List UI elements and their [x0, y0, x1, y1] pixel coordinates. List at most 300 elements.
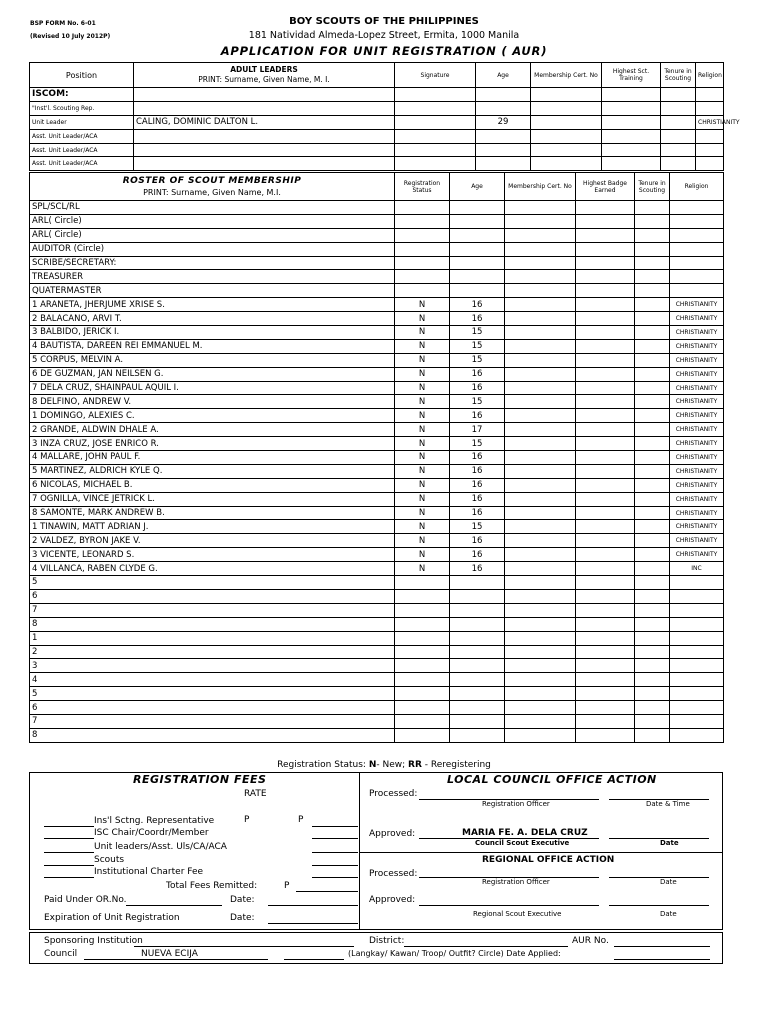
member-age[interactable] — [450, 603, 505, 617]
member-status[interactable]: N — [395, 506, 450, 520]
member-name[interactable]: 3 INZA CRUZ, JOSE ENRICO R. — [30, 437, 395, 451]
member-religion[interactable] — [670, 256, 724, 270]
member-cert[interactable] — [505, 270, 576, 284]
member-status[interactable] — [395, 228, 450, 242]
member-badge[interactable] — [576, 492, 635, 506]
member-badge[interactable] — [576, 506, 635, 520]
adult-training[interactable] — [602, 88, 661, 102]
sponsoring-line[interactable] — [134, 946, 354, 947]
adult-tenure[interactable] — [661, 129, 696, 143]
member-cert[interactable] — [505, 714, 576, 728]
member-badge[interactable] — [576, 687, 635, 701]
member-religion[interactable] — [670, 242, 724, 256]
adult-signature[interactable] — [395, 143, 476, 157]
member-age[interactable] — [450, 687, 505, 701]
member-name[interactable]: 6 — [30, 701, 395, 715]
fee-amount-line[interactable] — [312, 865, 358, 866]
member-name[interactable]: 8 — [30, 617, 395, 631]
member-name[interactable]: SCRIBE/SECRETARY: — [30, 256, 395, 270]
member-name[interactable]: 1 DOMINGO, ALEXIES C. — [30, 409, 395, 423]
member-status[interactable] — [395, 728, 450, 742]
member-religion[interactable] — [670, 673, 724, 687]
member-badge[interactable] — [576, 728, 635, 742]
member-cert[interactable] — [505, 381, 576, 395]
member-name[interactable]: 8 SAMONTE, MARK ANDREW B. — [30, 506, 395, 520]
member-cert[interactable] — [505, 645, 576, 659]
adult-cert[interactable] — [531, 143, 602, 157]
fee-amount-line[interactable] — [312, 852, 358, 853]
member-religion[interactable]: INC — [670, 562, 724, 576]
member-age[interactable] — [450, 284, 505, 298]
member-tenure[interactable] — [635, 617, 670, 631]
member-cert[interactable] — [505, 548, 576, 562]
adult-religion[interactable] — [696, 88, 724, 102]
member-tenure[interactable] — [635, 409, 670, 423]
adult-religion[interactable] — [696, 129, 724, 143]
member-age[interactable] — [450, 242, 505, 256]
fee-qty-line[interactable] — [44, 838, 94, 839]
member-name[interactable]: 7 — [30, 714, 395, 728]
member-religion[interactable]: CHRISTIANITY — [670, 464, 724, 478]
district-line[interactable] — [404, 946, 568, 947]
member-age[interactable] — [450, 270, 505, 284]
member-tenure[interactable] — [635, 298, 670, 312]
local-approved-date-line[interactable] — [609, 838, 709, 839]
member-tenure[interactable] — [635, 214, 670, 228]
member-badge[interactable] — [576, 548, 635, 562]
member-religion[interactable]: CHRISTIANITY — [670, 409, 724, 423]
adult-training[interactable] — [602, 101, 661, 115]
member-religion[interactable]: CHRISTIANITY — [670, 381, 724, 395]
member-cert[interactable] — [505, 728, 576, 742]
member-age[interactable] — [450, 256, 505, 270]
member-status[interactable] — [395, 673, 450, 687]
member-cert[interactable] — [505, 492, 576, 506]
member-age[interactable]: 16 — [450, 451, 505, 465]
member-name[interactable]: 2 VALDEZ, BYRON JAKE V. — [30, 534, 395, 548]
member-badge[interactable] — [576, 631, 635, 645]
member-cert[interactable] — [505, 534, 576, 548]
adult-training[interactable] — [602, 143, 661, 157]
member-age[interactable]: 16 — [450, 312, 505, 326]
member-name[interactable]: 5 — [30, 576, 395, 590]
adult-cert[interactable] — [531, 115, 602, 129]
member-badge[interactable] — [576, 659, 635, 673]
fee-amount-line[interactable] — [312, 877, 358, 878]
member-tenure[interactable] — [635, 714, 670, 728]
member-religion[interactable] — [670, 228, 724, 242]
member-name[interactable]: 8 DELFINO, ANDREW V. — [30, 395, 395, 409]
member-tenure[interactable] — [635, 589, 670, 603]
member-name[interactable]: 6 DE GUZMAN, JAN NEILSEN G. — [30, 367, 395, 381]
member-religion[interactable] — [670, 214, 724, 228]
member-religion[interactable] — [670, 631, 724, 645]
member-name[interactable]: 5 CORPUS, MELVIN A. — [30, 353, 395, 367]
member-status[interactable]: N — [395, 520, 450, 534]
member-badge[interactable] — [576, 284, 635, 298]
member-tenure[interactable] — [635, 201, 670, 215]
member-badge[interactable] — [576, 617, 635, 631]
member-age[interactable] — [450, 214, 505, 228]
member-age[interactable]: 16 — [450, 478, 505, 492]
member-badge[interactable] — [576, 228, 635, 242]
member-badge[interactable] — [576, 353, 635, 367]
member-name[interactable]: 4 VILLANCA, RABEN CLYDE G. — [30, 562, 395, 576]
member-cert[interactable] — [505, 631, 576, 645]
member-badge[interactable] — [576, 242, 635, 256]
member-status[interactable] — [395, 589, 450, 603]
member-name[interactable]: 2 — [30, 645, 395, 659]
member-status[interactable] — [395, 617, 450, 631]
member-tenure[interactable] — [635, 534, 670, 548]
member-status[interactable]: N — [395, 339, 450, 353]
member-name[interactable]: AUDITOR (Circle) — [30, 242, 395, 256]
member-religion[interactable] — [670, 270, 724, 284]
member-name[interactable]: 7 — [30, 603, 395, 617]
member-tenure[interactable] — [635, 506, 670, 520]
member-badge[interactable] — [576, 520, 635, 534]
member-name[interactable]: TREASURER — [30, 270, 395, 284]
member-age[interactable]: 16 — [450, 367, 505, 381]
member-religion[interactable]: CHRISTIANITY — [670, 520, 724, 534]
member-status[interactable] — [395, 270, 450, 284]
member-tenure[interactable] — [635, 464, 670, 478]
member-tenure[interactable] — [635, 228, 670, 242]
member-tenure[interactable] — [635, 423, 670, 437]
member-cert[interactable] — [505, 201, 576, 215]
member-age[interactable] — [450, 645, 505, 659]
member-status[interactable]: N — [395, 367, 450, 381]
member-age[interactable] — [450, 631, 505, 645]
unit-type-line[interactable] — [284, 959, 344, 960]
fee-amount-line[interactable] — [312, 838, 358, 839]
member-religion[interactable] — [670, 589, 724, 603]
adult-cert[interactable] — [531, 129, 602, 143]
member-cert[interactable] — [505, 464, 576, 478]
member-age[interactable]: 16 — [450, 381, 505, 395]
council-line[interactable] — [84, 959, 268, 960]
member-tenure[interactable] — [635, 451, 670, 465]
fee-qty-line[interactable] — [44, 826, 94, 827]
member-age[interactable]: 15 — [450, 437, 505, 451]
member-cert[interactable] — [505, 339, 576, 353]
member-tenure[interactable] — [635, 326, 670, 340]
member-badge[interactable] — [576, 367, 635, 381]
adult-religion[interactable] — [696, 101, 724, 115]
member-cert[interactable] — [505, 367, 576, 381]
member-tenure[interactable] — [635, 659, 670, 673]
member-religion[interactable]: CHRISTIANITY — [670, 534, 724, 548]
member-age[interactable]: 15 — [450, 395, 505, 409]
member-badge[interactable] — [576, 256, 635, 270]
member-age[interactable]: 16 — [450, 548, 505, 562]
member-age[interactable]: 16 — [450, 298, 505, 312]
adult-tenure[interactable] — [661, 157, 696, 171]
member-status[interactable]: N — [395, 381, 450, 395]
adult-name[interactable] — [134, 157, 395, 171]
member-religion[interactable] — [670, 659, 724, 673]
member-cert[interactable] — [505, 506, 576, 520]
adult-cert[interactable] — [531, 88, 602, 102]
member-name[interactable]: ARL( Circle) — [30, 228, 395, 242]
adult-name[interactable] — [134, 88, 395, 102]
member-name[interactable]: 3 VICENTE, LEONARD S. — [30, 548, 395, 562]
member-religion[interactable]: CHRISTIANITY — [670, 548, 724, 562]
member-religion[interactable] — [670, 645, 724, 659]
member-status[interactable] — [395, 201, 450, 215]
member-tenure[interactable] — [635, 701, 670, 715]
member-status[interactable]: N — [395, 312, 450, 326]
member-cert[interactable] — [505, 228, 576, 242]
member-age[interactable] — [450, 659, 505, 673]
member-cert[interactable] — [505, 659, 576, 673]
member-status[interactable]: N — [395, 395, 450, 409]
member-name[interactable]: 2 GRANDE, ALDWIN DHALE A. — [30, 423, 395, 437]
regional-approved-line[interactable] — [419, 905, 599, 906]
member-age[interactable]: 16 — [450, 562, 505, 576]
member-cert[interactable] — [505, 256, 576, 270]
member-age[interactable] — [450, 673, 505, 687]
member-name[interactable]: ARL( Circle) — [30, 214, 395, 228]
member-religion[interactable] — [670, 201, 724, 215]
member-status[interactable]: N — [395, 423, 450, 437]
member-badge[interactable] — [576, 673, 635, 687]
member-name[interactable]: 6 NICOLAS, MICHAEL B. — [30, 478, 395, 492]
member-cert[interactable] — [505, 589, 576, 603]
member-name[interactable]: 1 TINAWIN, MATT ADRIAN J. — [30, 520, 395, 534]
member-religion[interactable]: CHRISTIANITY — [670, 312, 724, 326]
member-status[interactable]: N — [395, 409, 450, 423]
member-age[interactable] — [450, 201, 505, 215]
regional-approved-date-line[interactable] — [609, 905, 709, 906]
member-status[interactable] — [395, 576, 450, 590]
member-cert[interactable] — [505, 520, 576, 534]
member-status[interactable]: N — [395, 464, 450, 478]
member-cert[interactable] — [505, 617, 576, 631]
member-status[interactable] — [395, 631, 450, 645]
member-cert[interactable] — [505, 562, 576, 576]
member-badge[interactable] — [576, 298, 635, 312]
member-name[interactable]: 5 MARTINEZ, ALDRICH KYLE Q. — [30, 464, 395, 478]
member-status[interactable] — [395, 714, 450, 728]
member-status[interactable]: N — [395, 492, 450, 506]
member-cert[interactable] — [505, 423, 576, 437]
member-cert[interactable] — [505, 326, 576, 340]
member-religion[interactable] — [670, 603, 724, 617]
member-religion[interactable]: CHRISTIANITY — [670, 506, 724, 520]
member-name[interactable]: 1 — [30, 631, 395, 645]
member-age[interactable]: 17 — [450, 423, 505, 437]
member-religion[interactable]: CHRISTIANITY — [670, 353, 724, 367]
member-badge[interactable] — [576, 201, 635, 215]
member-tenure[interactable] — [635, 631, 670, 645]
member-cert[interactable] — [505, 395, 576, 409]
adult-signature[interactable] — [395, 115, 476, 129]
member-tenure[interactable] — [635, 562, 670, 576]
member-cert[interactable] — [505, 673, 576, 687]
adult-signature[interactable] — [395, 129, 476, 143]
member-badge[interactable] — [576, 576, 635, 590]
member-status[interactable]: N — [395, 326, 450, 340]
fee-amount-line[interactable] — [312, 826, 358, 827]
member-religion[interactable] — [670, 576, 724, 590]
member-religion[interactable]: CHRISTIANITY — [670, 423, 724, 437]
date-applied-line[interactable] — [614, 959, 710, 960]
member-name[interactable]: 2 BALACANO, ARVI T. — [30, 312, 395, 326]
member-age[interactable] — [450, 714, 505, 728]
member-tenure[interactable] — [635, 353, 670, 367]
member-name[interactable]: 3 — [30, 659, 395, 673]
member-status[interactable]: N — [395, 534, 450, 548]
member-name[interactable]: 8 — [30, 728, 395, 742]
adult-tenure[interactable] — [661, 115, 696, 129]
member-age[interactable] — [450, 576, 505, 590]
member-status[interactable] — [395, 603, 450, 617]
member-cert[interactable] — [505, 687, 576, 701]
member-religion[interactable] — [670, 284, 724, 298]
adult-tenure[interactable] — [661, 101, 696, 115]
member-status[interactable]: N — [395, 353, 450, 367]
member-tenure[interactable] — [635, 548, 670, 562]
fee-qty-line[interactable] — [44, 852, 94, 853]
member-badge[interactable] — [576, 326, 635, 340]
member-badge[interactable] — [576, 562, 635, 576]
member-tenure[interactable] — [635, 437, 670, 451]
adult-tenure[interactable] — [661, 143, 696, 157]
member-age[interactable] — [450, 728, 505, 742]
member-tenure[interactable] — [635, 242, 670, 256]
regional-processed-date-line[interactable] — [609, 877, 709, 878]
member-name[interactable]: 1 ARANETA, JHERJUME XRISE S. — [30, 298, 395, 312]
member-religion[interactable] — [670, 617, 724, 631]
paid-date-line[interactable] — [268, 905, 358, 906]
member-religion[interactable] — [670, 701, 724, 715]
adult-name[interactable]: CALING, DOMINIC DALTON L. — [134, 115, 395, 129]
aur-line[interactable] — [614, 946, 710, 947]
member-status[interactable]: N — [395, 478, 450, 492]
member-badge[interactable] — [576, 534, 635, 548]
member-cert[interactable] — [505, 409, 576, 423]
member-religion[interactable]: CHRISTIANITY — [670, 367, 724, 381]
member-religion[interactable]: CHRISTIANITY — [670, 478, 724, 492]
member-cert[interactable] — [505, 603, 576, 617]
member-tenure[interactable] — [635, 270, 670, 284]
adult-training[interactable] — [602, 115, 661, 129]
member-age[interactable] — [450, 228, 505, 242]
member-tenure[interactable] — [635, 576, 670, 590]
member-cert[interactable] — [505, 242, 576, 256]
member-age[interactable] — [450, 701, 505, 715]
member-tenure[interactable] — [635, 381, 670, 395]
member-age[interactable]: 16 — [450, 464, 505, 478]
member-name[interactable]: 4 — [30, 673, 395, 687]
member-cert[interactable] — [505, 284, 576, 298]
member-status[interactable]: N — [395, 437, 450, 451]
adult-religion[interactable] — [696, 157, 724, 171]
member-name[interactable]: 7 DELA CRUZ, SHAINPAUL AQUIL I. — [30, 381, 395, 395]
member-badge[interactable] — [576, 714, 635, 728]
member-badge[interactable] — [576, 409, 635, 423]
member-age[interactable] — [450, 617, 505, 631]
adult-name[interactable] — [134, 143, 395, 157]
member-religion[interactable]: CHRISTIANITY — [670, 492, 724, 506]
member-age[interactable]: 15 — [450, 353, 505, 367]
adult-signature[interactable] — [395, 88, 476, 102]
adult-training[interactable] — [602, 129, 661, 143]
or-number-line[interactable] — [126, 905, 222, 906]
member-status[interactable]: N — [395, 451, 450, 465]
member-tenure[interactable] — [635, 728, 670, 742]
member-age[interactable]: 15 — [450, 520, 505, 534]
member-cert[interactable] — [505, 353, 576, 367]
member-tenure[interactable] — [635, 645, 670, 659]
member-age[interactable]: 16 — [450, 506, 505, 520]
member-religion[interactable]: CHRISTIANITY — [670, 326, 724, 340]
adult-age[interactable] — [476, 88, 531, 102]
member-name[interactable]: 3 BALBIDO, JERICK I. — [30, 326, 395, 340]
adult-age[interactable]: 29 — [476, 115, 531, 129]
member-tenure[interactable] — [635, 478, 670, 492]
member-status[interactable] — [395, 214, 450, 228]
member-cert[interactable] — [505, 298, 576, 312]
member-cert[interactable] — [505, 437, 576, 451]
member-badge[interactable] — [576, 437, 635, 451]
member-name[interactable]: SPL/SCL/RL — [30, 201, 395, 215]
expiration-date-line[interactable] — [268, 923, 358, 924]
member-tenure[interactable] — [635, 520, 670, 534]
member-badge[interactable] — [576, 701, 635, 715]
member-status[interactable] — [395, 701, 450, 715]
member-tenure[interactable] — [635, 312, 670, 326]
member-religion[interactable]: CHRISTIANITY — [670, 437, 724, 451]
adult-religion[interactable] — [696, 143, 724, 157]
member-badge[interactable] — [576, 270, 635, 284]
member-tenure[interactable] — [635, 603, 670, 617]
member-badge[interactable] — [576, 464, 635, 478]
member-tenure[interactable] — [635, 492, 670, 506]
total-fees-line[interactable] — [296, 891, 358, 892]
fee-qty-line[interactable] — [44, 865, 94, 866]
adult-age[interactable] — [476, 143, 531, 157]
member-religion[interactable] — [670, 687, 724, 701]
member-status[interactable]: N — [395, 562, 450, 576]
member-cert[interactable] — [505, 214, 576, 228]
member-badge[interactable] — [576, 478, 635, 492]
member-tenure[interactable] — [635, 673, 670, 687]
member-badge[interactable] — [576, 214, 635, 228]
member-name[interactable]: 5 — [30, 687, 395, 701]
member-status[interactable] — [395, 687, 450, 701]
member-age[interactable]: 15 — [450, 326, 505, 340]
member-name[interactable]: 6 — [30, 589, 395, 603]
member-status[interactable]: N — [395, 298, 450, 312]
member-cert[interactable] — [505, 701, 576, 715]
member-age[interactable]: 16 — [450, 492, 505, 506]
adult-training[interactable] — [602, 157, 661, 171]
member-tenure[interactable] — [635, 256, 670, 270]
member-age[interactable] — [450, 589, 505, 603]
member-badge[interactable] — [576, 645, 635, 659]
adult-name[interactable] — [134, 101, 395, 115]
adult-name[interactable] — [134, 129, 395, 143]
member-religion[interactable]: CHRISTIANITY — [670, 451, 724, 465]
member-status[interactable] — [395, 645, 450, 659]
member-religion[interactable] — [670, 714, 724, 728]
adult-age[interactable] — [476, 157, 531, 171]
member-badge[interactable] — [576, 395, 635, 409]
member-status[interactable]: N — [395, 548, 450, 562]
adult-signature[interactable] — [395, 101, 476, 115]
